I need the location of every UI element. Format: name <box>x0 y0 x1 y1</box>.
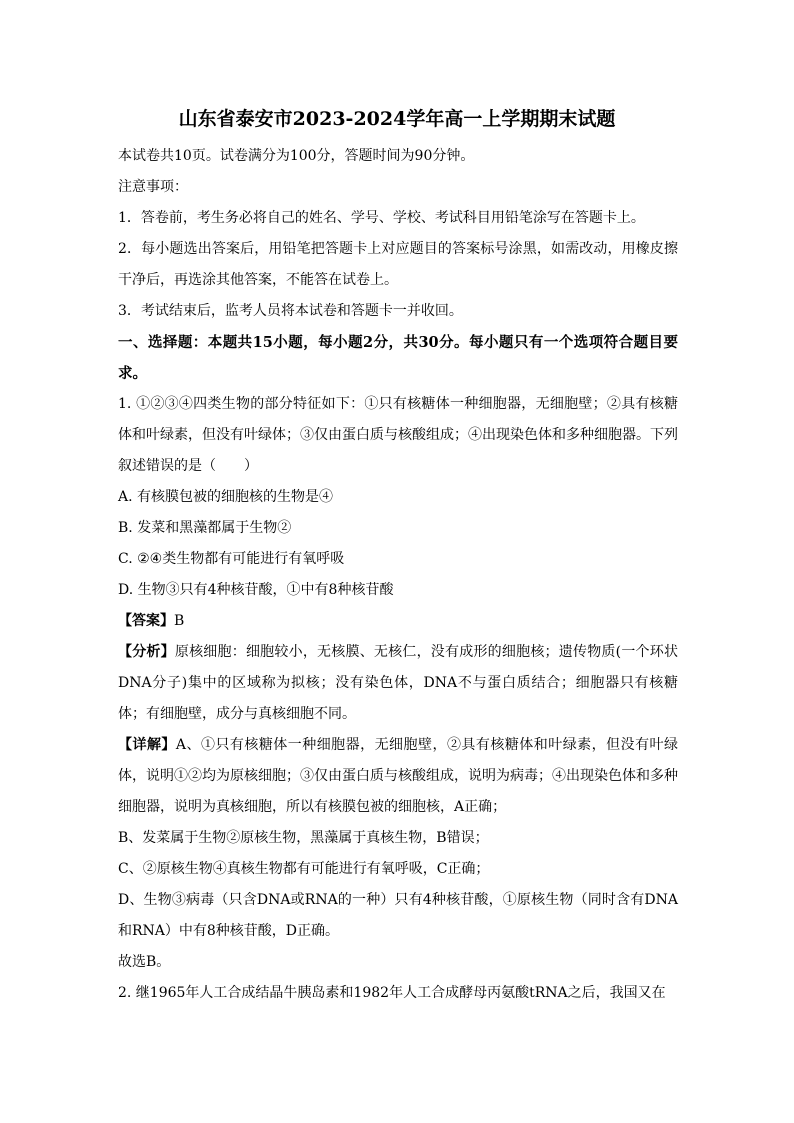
answer-line <box>118 606 678 637</box>
analysis-tag: 【分析】 <box>118 644 175 660</box>
detail-text: A、①只有核糖体一种细胞器，无细胞壁，②具有核糖体和叶绿素，但没有叶绿体，说明①②均为原核细胞；③仅由蛋白质与核酸组成，说明为病毒；④出现染色体和多种细胞器，说明为真核细胞，所以有核膜包被的细胞核，A正确； <box>118 737 679 815</box>
notice-item: 1．答卷前，考生务必将自己的姓名、学号、学校、考试科目用铅笔涂写在答题卡上。 <box>118 210 645 226</box>
option-b: B. 发菜和黑藻都属于生物② <box>118 520 292 536</box>
page-title: 山东省泰安市2023-2024学年高一上学期期末试题 <box>178 108 616 130</box>
detail-line: C、②原核生物④真核生物都有可能进行有氧呼吸，C正确； <box>118 861 490 877</box>
answer-value: B <box>174 613 185 629</box>
detail-tag: 【详解】 <box>118 737 176 753</box>
analysis-text: 原核细胞：细胞较小，无核膜、无核仁，没有成形的细胞核；遗传物质(一个环状DNA分子)集中的区域称为拟核；没有染色体，DNA不与蛋白质结合；细胞器只有核糖体；有细胞壁，成分与真核细胞不同。 <box>118 644 678 722</box>
intro-text: 本试卷共10页。试卷满分为100分，答题时间为90分钟。 <box>118 148 475 164</box>
notice-item: 3．考试结束后，监考人员将本试卷和答题卡一并收回。 <box>118 303 463 319</box>
answer-tag: 【答案】 <box>118 613 174 629</box>
option-c: C. ②④类生物都有可能进行有氧呼吸 <box>118 551 345 567</box>
detail-paragraph <box>118 730 678 823</box>
detail-line: B、发菜属于生物②原核生物，黑藻属于真核生物，B错误； <box>118 830 489 846</box>
notice-item: 2．每小题选出答案后，用铅笔把答题卡上对应题目的答案标号涂黑，如需改动，用橡皮擦干净后，再选涂其他答案，不能答在试卷上。 <box>118 241 678 288</box>
conclusion-line: 故选B。 <box>118 954 171 970</box>
document-body <box>118 141 678 1009</box>
analysis-paragraph <box>118 637 678 730</box>
question-2-stem: 2. 继1965年人工合成结晶牛胰岛素和1982年人工合成酵母丙氨酸tRNA之后，我国又在 <box>118 985 666 1001</box>
notice-heading: 注意事项： <box>118 179 188 195</box>
section-heading: 一、选择题：本题共15小题，每小题2分，共30分。每小题只有一个选项符合题目要求。 <box>118 334 678 382</box>
option-a: A. 有核膜包被的细胞核的生物是④ <box>118 489 334 505</box>
option-d: D. 生物③只有4种核苷酸，①中有8种核苷酸 <box>118 582 394 598</box>
detail-line: D、生物③病毒（只含DNA或RNA的一种）只有4种核苷酸，①原核生物（同时含有DNA和RNA）中有8种核苷酸，D正确。 <box>118 892 678 939</box>
question-stem: 1. ①②③④四类生物的部分特征如下：①只有核糖体一种细胞器，无细胞壁；②具有核糖体和叶绿素，但没有叶绿体；③仅由蛋白质与核酸组成；④出现染色体和多种细胞器。下列叙述错误的是（ ） <box>118 396 678 474</box>
